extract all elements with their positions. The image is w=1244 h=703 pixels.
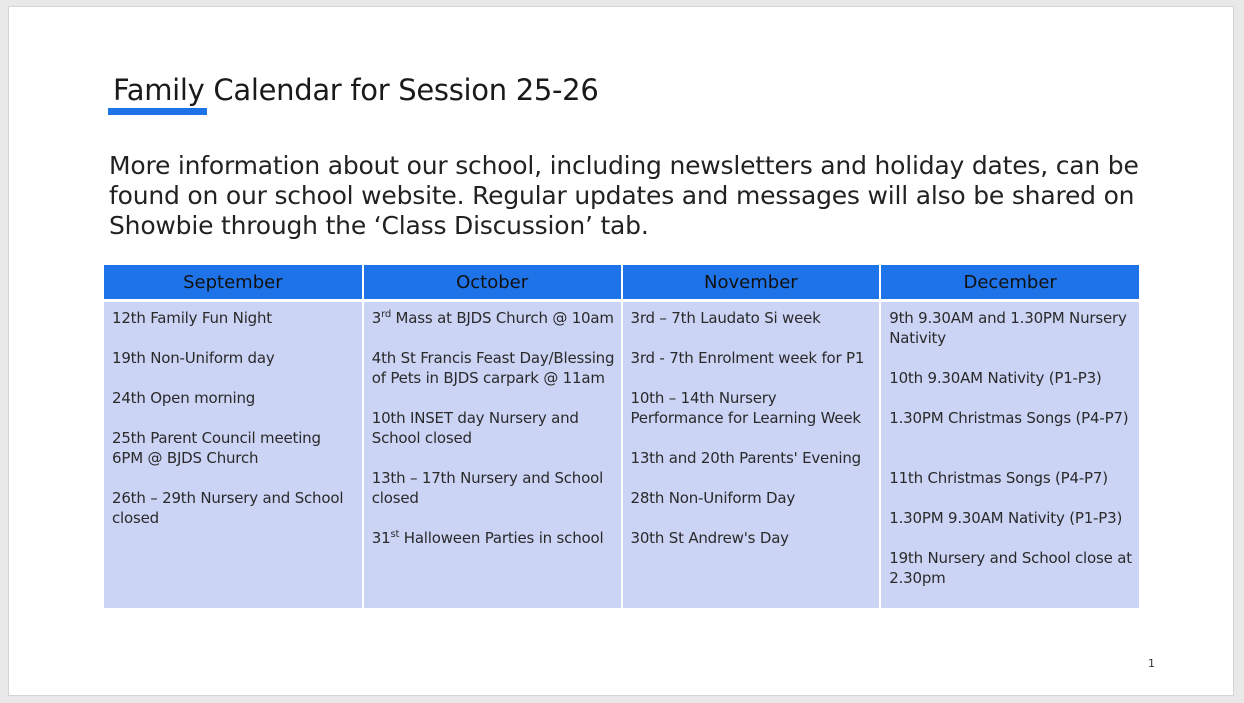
event-entry: 30th St Andrew's Day <box>630 529 789 547</box>
slide <box>8 6 1234 696</box>
event-entry: 12th Family Fun Night <box>112 309 272 327</box>
event-entry: 9th 9.30AM and 1.30PM Nursery Nativity <box>889 309 1127 347</box>
header-december: December <box>880 265 1139 301</box>
header-september: September <box>104 265 363 301</box>
title-underline <box>108 108 207 115</box>
event-entry: 13th – 17th Nursery and School closed <box>371 469 604 507</box>
page-number: 1 <box>1148 657 1155 670</box>
event-entry: 25th Parent Council meeting 6PM @ BJDS Church <box>112 429 321 467</box>
event-entry: 19th Nursery and School close at 2.30pm <box>889 549 1132 587</box>
event-entry: 13th and 20th Parents' Evening <box>630 449 861 467</box>
october-cell <box>363 301 622 609</box>
event-entry <box>372 528 615 548</box>
ordinal-suffix: rd <box>381 309 391 320</box>
event-entry: 26th – 29th Nursery and School closed <box>112 489 344 527</box>
event-entry: 10th 9.30AM Nativity (P1-P3) <box>889 369 1102 387</box>
event-entry: 10th – 14th Nursery Performance for Learning Week <box>630 389 861 427</box>
event-entry <box>372 308 615 328</box>
event-text: Mass at BJDS Church @ 10am <box>390 309 614 327</box>
event-day: 31 <box>371 529 391 547</box>
intro-text: More information about our school, including newsletters and holiday dates, can be found on our school website. Regular updates and messages will also be shared on Showbie through the ‘Class Discussion’ tab. <box>109 151 1139 240</box>
events-row <box>104 301 1139 609</box>
event-entry: 1.30PM 9.30AM Nativity (P1-P3) <box>889 509 1123 527</box>
december-cell <box>880 301 1139 609</box>
september-cell <box>104 301 363 609</box>
event-entry: 24th Open morning <box>112 389 256 407</box>
event-entry: 1.30PM Christmas Songs (P4-P7) <box>889 409 1129 427</box>
event-entry: 28th Non-Uniform Day <box>630 489 796 507</box>
ordinal-suffix: st <box>390 529 400 540</box>
page-title: Family Calendar for Session 25-26 <box>113 73 599 107</box>
header-november: November <box>622 265 881 301</box>
event-entry: 3rd – 7th Laudato Si week <box>630 309 821 327</box>
header-row <box>104 265 1139 301</box>
november-cell <box>622 301 881 609</box>
event-entry: 11th Christmas Songs (P4-P7) <box>889 469 1108 487</box>
calendar-table <box>104 265 1139 608</box>
event-entry: 3rd - 7th Enrolment week for P1 <box>630 349 865 367</box>
event-entry: 10th INSET day Nursery and School closed <box>371 409 579 447</box>
event-entry: 19th Non-Uniform day <box>112 349 275 367</box>
event-text: Halloween Parties in school <box>399 529 604 547</box>
header-october: October <box>363 265 622 301</box>
event-entry: 4th St Francis Feast Day/Blessing of Pets in BJDS carpark @ 11am <box>371 349 615 387</box>
event-day: 3 <box>371 309 382 327</box>
